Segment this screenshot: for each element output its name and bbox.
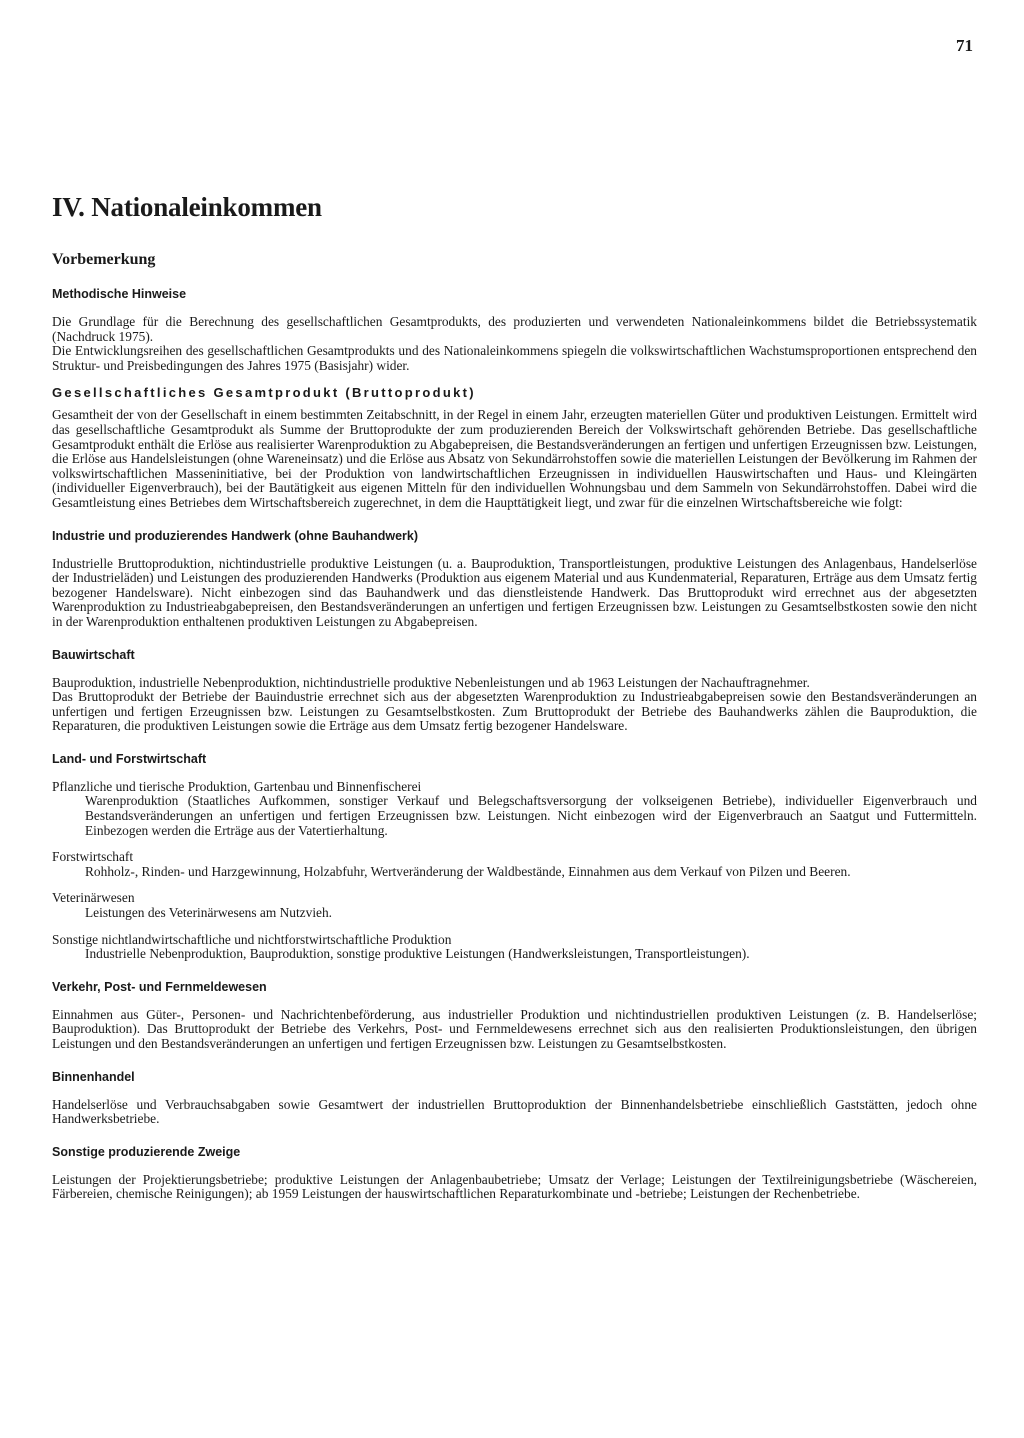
list-item (52, 780, 977, 838)
bauwirtschaft-section (52, 648, 977, 734)
binnenhandel-heading: Binnenhandel (52, 1069, 135, 1084)
verkehr-section (52, 980, 977, 1052)
group-text: Leistungen des Veterinärwesens am Nutzvieh. (85, 905, 333, 921)
group-title: Pflanzliche und tierische Produktion, Gartenbau und Binnenfischerei (52, 778, 422, 794)
page-number: 71 (956, 36, 973, 55)
group-text: Warenproduktion (Staatliches Aufkommen, sonstiger Verkauf und Belegschaftsversorgung der volkseigenen Betriebe), individueller Eigenverbrauch und Bestandsveränderungen an unfertigen und fertigen Erzeugnissen bzw. Leistungen. Nicht einbezogen wird der Eigenverbrauch an Saatgut und Futtermitteln. Einbezogen werden die Erträge aus der Vatertierhaltung. (85, 793, 977, 838)
section-title: Vorbemerkung (52, 251, 156, 268)
landwirtschaft-section (52, 752, 977, 962)
paragraph: Handelserlöse und Verbrauchsabgaben sowie Gesamtwert der industriellen Bruttoproduktion der Binnenhandelsbetriebe einschließlich Gaststätten, jedoch ohne Handwerksbetriebe. (52, 1096, 977, 1127)
list-item (52, 933, 977, 962)
group-title: Forstwirtschaft (52, 849, 134, 865)
group-text: Rohholz-, Rinden- und Harzgewinnung, Holzabfuhr, Wertveränderung der Waldbestände, Einnahmen aus dem Verkauf von Pilzen und Beeren. (85, 863, 851, 879)
group-title: Sonstige nichtlandwirtschaftliche und nichtforstwirtschaftliche Produktion (52, 931, 452, 947)
paragraph: Einnahmen aus Güter-, Personen- und Nachrichtenbeförderung, aus industrieller Produktion und nichtindustriellen produktiven Leistungen (z. B. Handelserlöse; Bauproduktion). Das Bruttoprodukt der Betriebe des Verkehrs, Post- und Fernmeldewesens errechnet sich aus den realisierten Produktionsleistungen, den übrigen Leistungen und den Bestandsveränderungen an unfertigen und fertigen Erzeugnissen bzw. Leistungen zu Gesamtselbstkosten. (52, 1006, 977, 1051)
list-item (52, 891, 977, 920)
methodische-hinweise-section (52, 287, 977, 373)
sonstige-section (52, 1145, 977, 1202)
paragraph: Gesamtheit der von der Gesellschaft in einem bestimmten Zeitabschnitt, in der Regel in einem Jahr, erzeugten materiellen Güter und produktiven Leistungen. Ermittelt wird das gesellschaftliche Gesamtprodukt als Summe der Bruttoprodukte der zum produzierenden Bereich der Volkswirtschaft gehörenden Betriebe. Das gesellschaftliche Gesamtprodukt enthält die Erlöse aus realisierter Warenproduktion zu Abgabepreisen, die Bestandsveränderungen an fertigen und unfertigen Erzeugnissen bzw. Leistungen, die Erlöse aus Handelsleistungen (ohne Wareneinsatz) und die Erlöse aus Absatz von Sekundärrohstoffen sowie die materiellen Leistungen der Bevölkerung im Rahmen der volkswirtschaftlichen Masseninitiative, bei der Produktion von landwirtschaftlichen Erzeugnissen in individuellen Hauswirtschaften und Haus- und Kleingärten (individueller Eigenverbrauch), bei der Bautätigkeit aus eigenen Mitteln für den individuellen Wohnungsbau und dem Sammeln von Sekundärrohstoffen. Dabei wird die Gesamtleistung eines Betriebes dem Wirtschaftsbereich zugerechnet, in dem die Haupttätigkeit liegt, und zwar für die einzelnen Wirtschaftsbereiche wie folgt: (52, 407, 977, 510)
paragraph: Bauproduktion, industrielle Nebenproduktion, nichtindustrielle produktive Nebenleistungen und ab 1963 Leistungen der Nachauftragnehmer. (52, 674, 810, 690)
landwirtschaft-heading: Land- und Forstwirtschaft (52, 751, 207, 766)
verkehr-heading: Verkehr, Post- und Fernmeldewesen (52, 979, 267, 994)
group-text: Industrielle Nebenproduktion, Bauproduktion, sonstige produktive Leistungen (Handwerksleistungen, Transportleistungen). (85, 946, 750, 962)
industrie-heading: Industrie und produzierendes Handwerk (ohne Bauhandwerk) (52, 528, 419, 543)
sonstige-heading: Sonstige produzierende Zweige (52, 1144, 241, 1159)
page-content (52, 192, 977, 1220)
paragraph: Die Grundlage für die Berechnung des gesellschaftlichen Gesamtprodukts, des produzierten und verwendeten Nationaleinkommens bildet die Betriebssystematik (Nachdruck 1975). (52, 314, 977, 344)
group-title: Veterinärwesen (52, 890, 135, 906)
chapter-title: IV. Nationaleinkommen (52, 192, 322, 222)
list-item (52, 850, 977, 879)
binnenhandel-section (52, 1070, 977, 1127)
methodische-hinweise-heading: Methodische Hinweise (52, 287, 187, 301)
gesamtprodukt-section (52, 385, 977, 510)
paragraph: Die Entwicklungsreihen des gesellschaftlichen Gesamtprodukts und des Nationaleinkommens spiegeln die volkswirtschaftlichen Wachstumsproportionen entsprechend den Struktur- und Preisbedingungen des Jahres 1975 (Basisjahr) wider. (52, 343, 977, 373)
gesamtprodukt-heading: Gesellschaftliches Gesamtprodukt (Bruttoprodukt) (52, 385, 476, 401)
paragraph: Das Bruttoprodukt der Betriebe der Bauindustrie errechnet sich aus der abgesetzten Warenproduktion zu Industrieabgabepreisen sowie den Bestandsveränderungen an unfertigen und fertigen Erzeugnissen bzw. Leistungen zu Gesamtselbstkosten. Zum Bruttoprodukt der Betriebe des Bauhandwerks zählen die Bauproduktion, die Reparaturen, die produktiven Leistungen sowie die Erträge aus dem Umsatz fertig bezogener Handelsware. (52, 689, 977, 734)
paragraph: Leistungen der Projektierungsbetriebe; produktive Leistungen der Anlagenbaubetriebe; Umsatz der Verlage; Leistungen der Textilreinigungsbetriebe (Wäschereien, Färbereien, chemische Reinigungen); ab 1959 Leistungen der hauswirtschaftlichen Reparaturkombinate und -betriebe; Leistungen der Rechenbetriebe. (52, 1171, 977, 1202)
industrie-section (52, 529, 977, 630)
bauwirtschaft-heading: Bauwirtschaft (52, 647, 135, 662)
paragraph: Industrielle Bruttoproduktion, nichtindustrielle produktive Leistungen (u. a. Bauproduktion, Transportleistungen, produktive Leistungen des Anlagenbaus, Handelserlöse der Industrieläden) und Leistungen des produzierenden Handwerks (Produktion aus eigenem Material und aus Kundenmaterial, Reparaturen, Erträge aus dem Umsatz fertig bezogener Handelsware). Nicht einbezogen sind das Bauhandwerk und das dienstleistende Handwerk. Das Bruttoprodukt wird errechnet aus der abgesetzten Warenproduktion zu Industrieabgabepreisen, den Bestandsveränderungen an unfertigen und fertigen Erzeugnissen bzw. Leistungen zu Gesamtselbstkosten sowie den nicht in der Warenproduktion enthaltenen produktiven Leistungen zu Abgabepreisen. (52, 555, 977, 629)
